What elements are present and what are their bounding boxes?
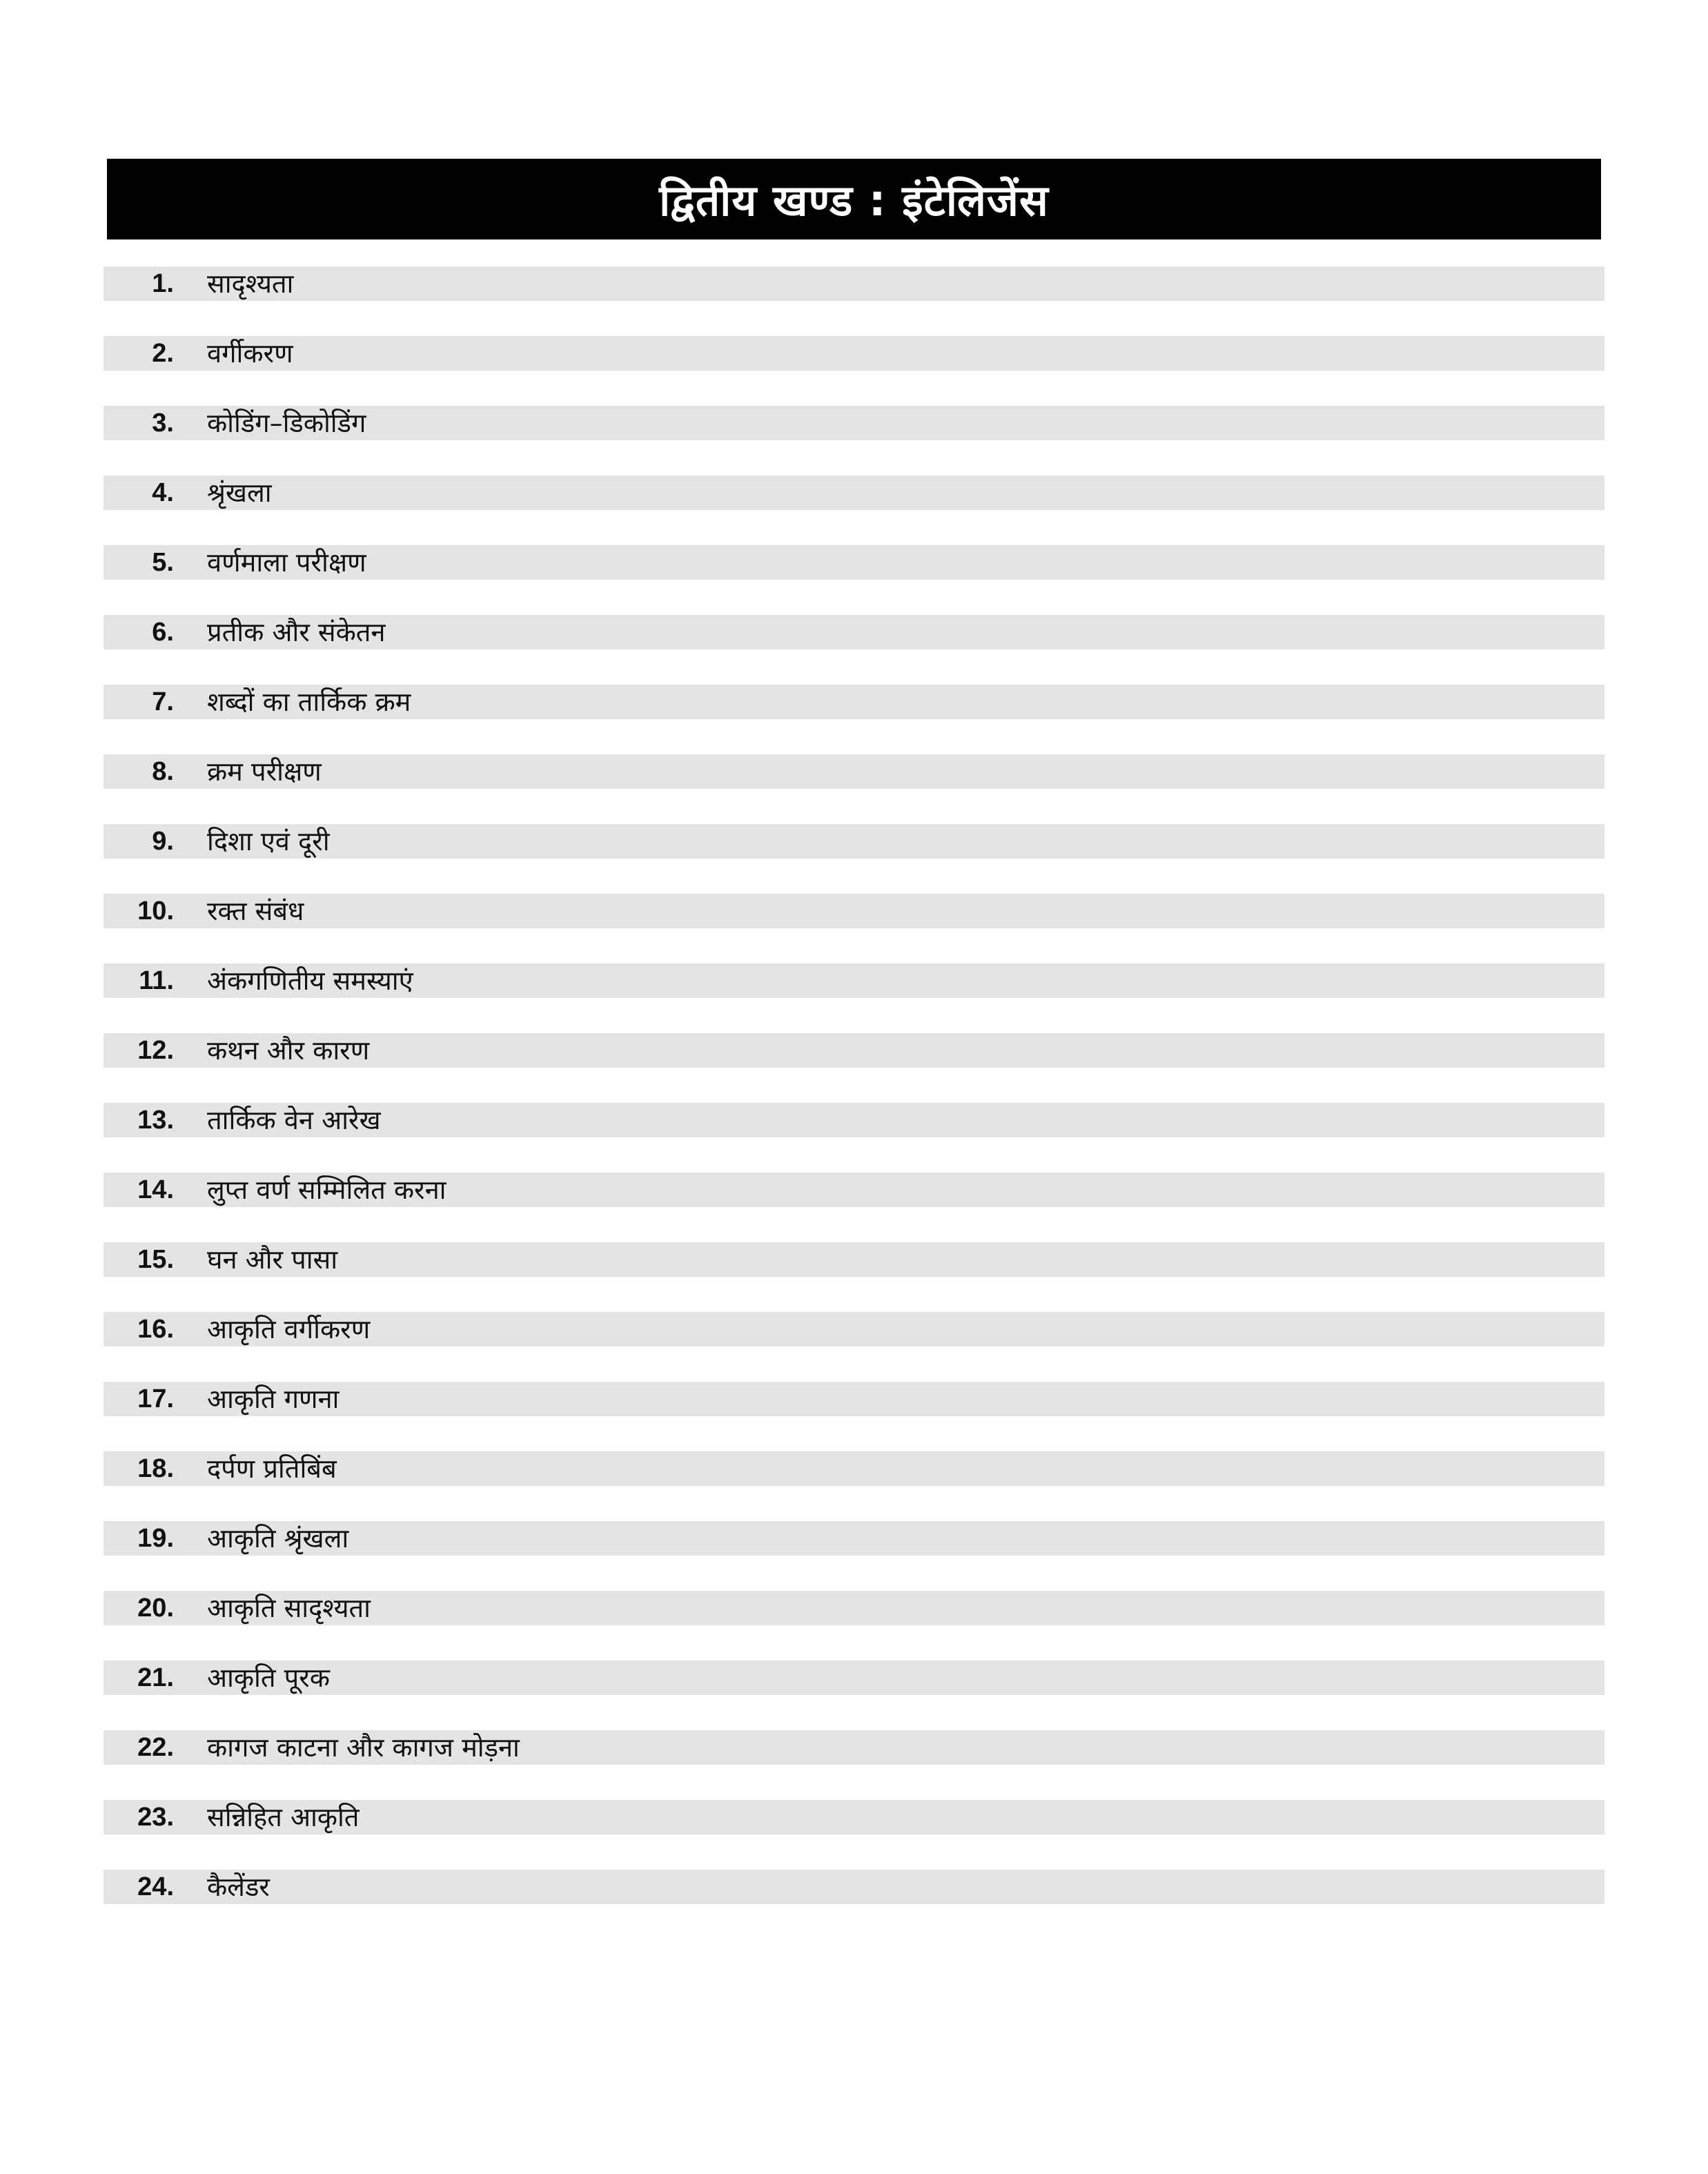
toc-row-10 <box>104 894 1604 928</box>
toc-row-6 <box>104 615 1604 649</box>
section-title: द्वितीय खण्ड : इंटेलिजेंस <box>659 175 1049 226</box>
toc-row-17 <box>104 1382 1604 1416</box>
toc-title: सादृश्यता <box>207 268 294 299</box>
toc-title: आकृति गणना <box>207 1384 340 1414</box>
toc-row-16 <box>104 1312 1604 1346</box>
toc-number: 14. <box>137 1175 174 1204</box>
toc-title: लुप्त वर्ण सम्मिलित करना <box>207 1175 446 1205</box>
toc-number: 11. <box>139 966 174 995</box>
toc-number: 20. <box>137 1594 174 1623</box>
toc-row-21 <box>104 1661 1604 1695</box>
toc-row-23 <box>104 1800 1604 1834</box>
toc-row-7 <box>104 685 1604 719</box>
toc-row-9 <box>104 824 1604 859</box>
toc-number: 9. <box>152 827 174 856</box>
toc-title: दिशा एवं दूरी <box>207 826 330 856</box>
toc-number: 15. <box>137 1245 174 1274</box>
toc-row-4 <box>104 476 1604 510</box>
toc-row-1 <box>104 266 1604 301</box>
toc-title: वर्गीकरण <box>207 338 293 369</box>
toc-title: रक्त संबंध <box>207 896 304 926</box>
toc-number: 5. <box>152 548 174 577</box>
toc-row-20 <box>104 1591 1604 1625</box>
toc-title: क्रम परीक्षण <box>207 756 322 787</box>
toc-row-12 <box>104 1033 1604 1068</box>
toc-title: कथन और कारण <box>207 1035 370 1066</box>
toc-row-18 <box>104 1451 1604 1486</box>
toc-title: तार्किक वेन आरेख <box>207 1105 381 1135</box>
toc-title: दर्पण प्रतिबिंब <box>207 1453 337 1484</box>
toc-number: 13. <box>137 1106 174 1135</box>
toc-row-2 <box>104 336 1604 371</box>
toc-number: 3. <box>152 409 174 438</box>
toc-number: 10. <box>137 897 174 926</box>
toc-row-14 <box>104 1173 1604 1207</box>
toc-number: 1. <box>152 269 174 298</box>
toc-row-22 <box>104 1730 1604 1765</box>
toc-number: 18. <box>137 1454 174 1483</box>
toc-row-19 <box>104 1521 1604 1556</box>
toc-number: 19. <box>137 1524 174 1553</box>
toc-number: 21. <box>137 1663 174 1692</box>
toc-title: सन्निहित आकृति <box>207 1802 360 1832</box>
toc-row-15 <box>104 1242 1604 1277</box>
toc-title: श्रृंखला <box>207 478 272 508</box>
toc-title: कैलेंडर <box>207 1872 270 1902</box>
toc-number: 12. <box>137 1036 174 1065</box>
toc-number: 7. <box>152 687 174 716</box>
toc-row-11 <box>104 963 1604 998</box>
toc-title: आकृति पूरक <box>207 1663 330 1693</box>
toc-row-13 <box>104 1103 1604 1137</box>
toc-title: अंकगणितीय समस्याएं <box>207 966 413 996</box>
section-header <box>107 159 1601 239</box>
toc-number: 16. <box>137 1315 174 1344</box>
toc-number: 4. <box>152 478 174 507</box>
toc-row-3 <box>104 406 1604 440</box>
toc-title: कागज काटना और कागज मोड़ना <box>207 1732 520 1763</box>
table-of-contents <box>104 266 1604 1939</box>
toc-title: आकृति वर्गीकरण <box>207 1314 371 1344</box>
toc-number: 6. <box>152 618 174 647</box>
toc-title: शब्दों का तार्किक क्रम <box>207 687 411 717</box>
toc-row-5 <box>104 545 1604 580</box>
toc-title: आकृति श्रृंखला <box>207 1523 349 1554</box>
toc-number: 2. <box>152 339 174 368</box>
toc-number: 23. <box>137 1803 174 1832</box>
toc-title: आकृति सादृश्यता <box>207 1593 371 1623</box>
toc-title: कोडिंग–डिकोडिंग <box>207 408 366 438</box>
toc-title: वर्णमाला परीक्षण <box>207 547 366 578</box>
toc-number: 17. <box>137 1384 174 1413</box>
toc-row-24 <box>104 1870 1604 1904</box>
toc-row-8 <box>104 754 1604 789</box>
toc-title: घन और पासा <box>207 1244 338 1275</box>
toc-number: 22. <box>137 1733 174 1762</box>
toc-title: प्रतीक और संकेतन <box>207 617 386 647</box>
toc-number: 24. <box>137 1872 174 1901</box>
toc-number: 8. <box>152 757 174 786</box>
